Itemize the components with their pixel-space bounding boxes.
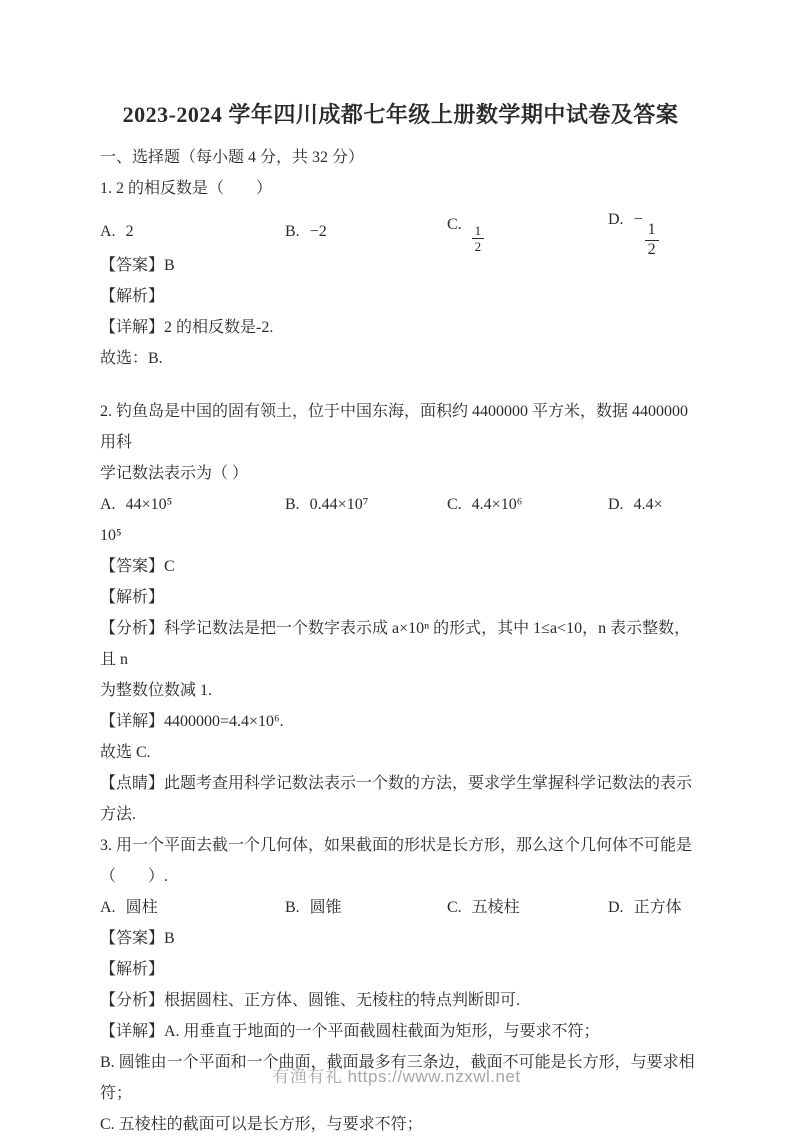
- q3-answer: 【答案】B: [100, 930, 175, 947]
- q2-option-a-label: A.: [100, 496, 116, 513]
- q1-option-a: [100, 216, 285, 247]
- q3-option-c-label: C.: [447, 899, 462, 916]
- exam-title: 2023-2024 学年四川成都七年级上册数学期中试卷及答案: [122, 102, 679, 127]
- q1-analysis-label: 【解析】: [100, 288, 165, 305]
- q1-option-c-label: C.: [447, 215, 462, 233]
- spacer: [100, 374, 701, 396]
- q2-option-d-value: 4.4×: [633, 496, 663, 513]
- minus-sign: −: [633, 211, 643, 228]
- q3-stem-line1: 3. 用一个平面去截一个几何体，如果截面的形状是长方形，那么这个几何体不可能是: [100, 837, 693, 854]
- q3-detail-a: 【详解】A. 用垂直于地面的一个平面截圆柱截面为矩形，与要求不符；: [100, 1023, 600, 1040]
- q2-option-c-value: 4.4×10⁶: [471, 496, 523, 513]
- q2-option-d: [608, 489, 701, 520]
- fraction-numerator: 1: [645, 222, 659, 241]
- q1-stem: 1. 2 的相反数是（ ）: [100, 180, 273, 197]
- fraction-denominator: 2: [647, 241, 656, 259]
- q3-option-b: [285, 892, 447, 923]
- q3-option-d: [608, 892, 701, 923]
- q1-option-a-value: 2: [125, 222, 134, 240]
- q1-option-d-fraction: [645, 222, 659, 259]
- q2-analysis-line1: 【分析】科学记数法是把一个数字表示成 a×10ⁿ 的形式，其中 1≤a<10，n 表示整数，且 n: [100, 620, 691, 668]
- q1-option-a-label: A.: [100, 222, 116, 240]
- q3-option-c: [447, 892, 608, 923]
- q2-stem-line1: 2. 钓鱼岛是中国的固有领土，位于中国东海，面积约 4400000 平方米，数据 4400000 用科: [100, 403, 689, 451]
- q3-stem-line2: （ ）.: [100, 868, 169, 885]
- q3-option-a: [100, 892, 285, 923]
- q1-option-b-label: B.: [285, 222, 300, 240]
- q2-option-b: [285, 489, 447, 520]
- q3-option-b-label: B.: [285, 899, 300, 916]
- q3-options: [100, 892, 701, 923]
- q3-option-a-value: 圆柱: [125, 899, 158, 916]
- q2-options: [100, 489, 701, 520]
- q3-option-d-label: D.: [608, 899, 624, 916]
- section-header: 一、选择题（每小题 4 分，共 32 分）: [100, 149, 365, 166]
- q2-note: 【点睛】此题考查用科学记数法表示一个数的方法，要求学生掌握科学记数法的表示方法.: [100, 775, 693, 823]
- q2-option-a: [100, 489, 285, 520]
- q3-option-d-value: 正方体: [633, 899, 682, 916]
- q3-option-c-value: 五棱柱: [471, 899, 520, 916]
- q3-option-b-value: 圆锥: [309, 899, 342, 916]
- q2-option-a-value: 44×10⁵: [125, 496, 173, 513]
- q2-option-c: [447, 489, 608, 520]
- q1-answer: 【答案】B: [100, 257, 175, 274]
- q3-analysis-label: 【解析】: [100, 961, 165, 978]
- q2-option-d-label: D.: [608, 496, 624, 513]
- q2-option-b-value: 0.44×10⁷: [309, 496, 369, 513]
- fraction-denominator: 2: [474, 239, 482, 255]
- fraction-numerator: 1: [472, 224, 485, 240]
- q3-detail-c: C. 五棱柱的截面可以是长方形，与要求不符；: [100, 1116, 423, 1133]
- q1-option-d: [608, 204, 701, 259]
- q1-conclusion: 故选：B.: [100, 350, 163, 367]
- q2-analysis-label: 【解析】: [100, 589, 165, 606]
- q1-option-c: [447, 209, 608, 254]
- q2-option-b-label: B.: [285, 496, 300, 513]
- q2-option-c-label: C.: [447, 496, 462, 513]
- q3-option-a-label: A.: [100, 899, 116, 916]
- q1-options: [100, 204, 701, 259]
- q1-option-b: [285, 216, 447, 247]
- q2-analysis-line2: 为整数位数减 1.: [100, 682, 213, 699]
- q1-option-c-fraction: [472, 224, 485, 254]
- watermark-footer: 有渔有礼 https://www.nzxwl.net: [272, 1067, 521, 1086]
- q2-option-d-wrap: 10⁵: [100, 527, 122, 544]
- q1-detail: 【详解】2 的相反数是-2.: [100, 319, 274, 336]
- q3-analysis: 【分析】根据圆柱、正方体、圆锥、无棱柱的特点判断即可.: [100, 992, 521, 1009]
- q2-detail: 【详解】4400000=4.4×10⁶.: [100, 713, 284, 730]
- q1-option-d-label: D.: [608, 211, 624, 228]
- q1-option-b-value: −2: [309, 222, 327, 240]
- q2-answer: 【答案】C: [100, 558, 175, 575]
- page-content: [100, 0, 701, 1140]
- q2-stem-line2: 学记数法表示为（ ）: [100, 465, 249, 482]
- q3-detail-b: B. 圆锥由一个平面和一个曲面，截面最多有三条边，截面不可能是长方形，与要求相符；: [100, 1054, 695, 1102]
- q2-conclusion: 故选 C.: [100, 744, 151, 761]
